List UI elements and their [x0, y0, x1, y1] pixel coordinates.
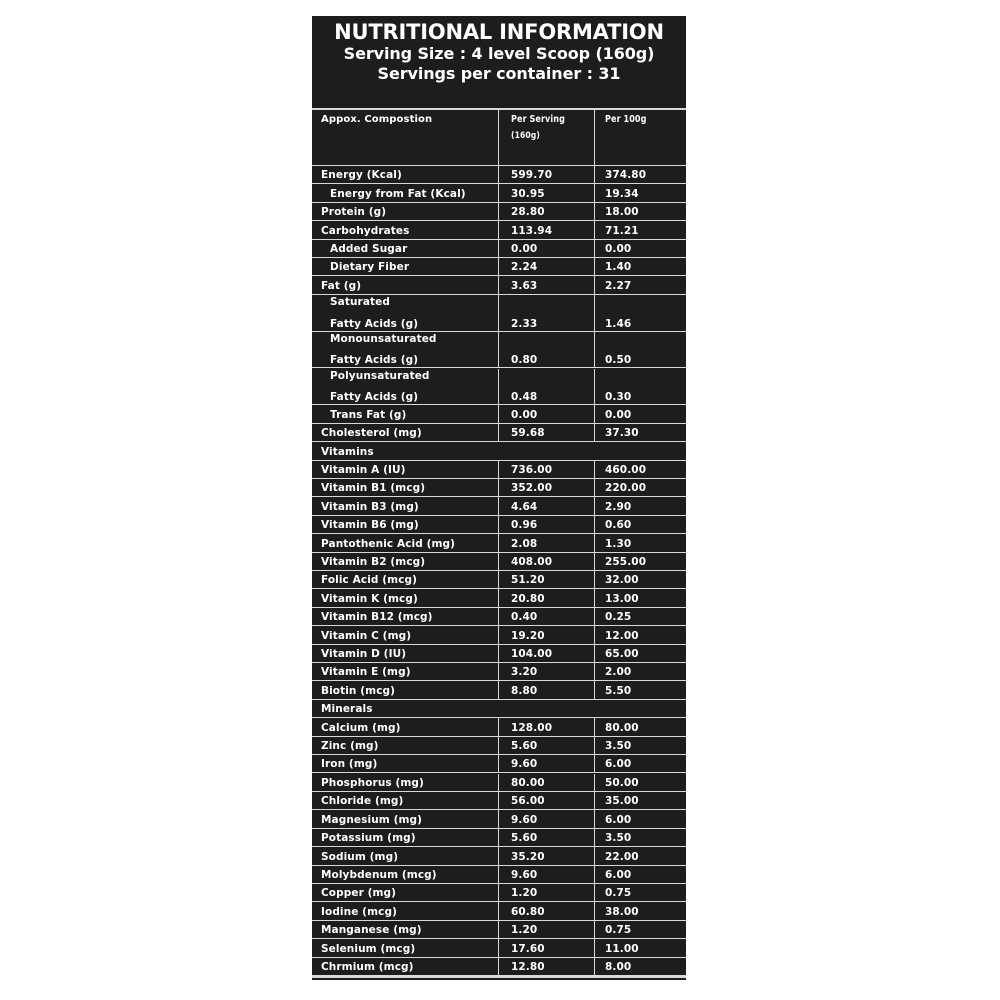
per-serving-cell [498, 221, 594, 238]
nutrient-name: Vitamin D (IU) [321, 648, 407, 661]
panel-header [312, 20, 686, 84]
nutrient-name: Chrmium (mcg) [321, 960, 414, 973]
nutrient-cell [312, 553, 498, 570]
per-serving-value: 17.60 [511, 942, 545, 955]
table-header-row [312, 110, 686, 166]
per-serving-cell [498, 295, 594, 331]
table-row [312, 479, 686, 497]
per-serving-cell [498, 258, 594, 275]
per-serving-value: 60.80 [511, 905, 545, 918]
table-row [312, 902, 686, 920]
table-row [312, 958, 686, 976]
per-serving-cell [498, 958, 594, 975]
per-serving-cell [498, 884, 594, 901]
per-serving-cell [498, 240, 594, 257]
table-row [312, 240, 686, 258]
per-serving-value: 0.80 [511, 354, 538, 367]
per-100g-cell [594, 184, 686, 201]
per-100g-value: 1.40 [605, 261, 632, 274]
per-serving-value: 5.60 [511, 740, 538, 753]
header-cell-per-100g [594, 110, 686, 165]
per-serving-cell [498, 921, 594, 938]
nutrient-name-line2: Fatty Acids (g) [330, 391, 419, 404]
nutrient-cell [312, 866, 498, 883]
per-100g-value: 3.50 [605, 740, 632, 753]
per-serving-cell [498, 737, 594, 754]
per-100g-cell [594, 958, 686, 975]
table-row [312, 571, 686, 589]
per-100g-value: 2.90 [605, 500, 632, 513]
nutrient-name: Vitamin B3 (mg) [321, 500, 419, 513]
per-100g-cell [594, 921, 686, 938]
table-row [312, 921, 686, 939]
per-100g-value: 5.50 [605, 684, 632, 697]
per-serving-cell [498, 203, 594, 220]
nutrient-cell [312, 369, 498, 405]
section-row [312, 442, 686, 460]
table-row [312, 774, 686, 792]
per-100g-cell [594, 534, 686, 551]
per-100g-cell [594, 681, 686, 698]
per-serving-cell [498, 847, 594, 864]
per-serving-cell [498, 810, 594, 827]
nutrient-cell [312, 829, 498, 846]
per-100g-value: 2.27 [605, 279, 632, 292]
per-100g-value: 18.00 [605, 206, 639, 219]
nutrient-name: Monounsaturated [330, 332, 437, 345]
nutrient-name: Vitamin C (mg) [321, 629, 412, 642]
per-100g-cell [594, 221, 686, 238]
per-100g-cell [594, 166, 686, 183]
nutrient-cell [312, 571, 498, 588]
per-100g-value: 0.00 [605, 408, 632, 421]
per-100g-value: 19.34 [605, 187, 639, 200]
per-serving-value: 80.00 [511, 776, 545, 789]
per-serving-cell [498, 516, 594, 533]
nutrient-cell [312, 608, 498, 625]
table-row [312, 884, 686, 902]
nutrient-name-line2: Fatty Acids (g) [330, 354, 419, 367]
per-serving-cell [498, 479, 594, 496]
table-row [312, 718, 686, 736]
nutrient-cell [312, 240, 498, 257]
per-serving-cell [498, 626, 594, 643]
header-cell-nutrient [312, 110, 498, 165]
nutrient-name: Vitamin K (mcg) [321, 592, 418, 605]
nutrient-cell [312, 958, 498, 975]
nutrient-name: Vitamin E (mg) [321, 666, 411, 679]
per-serving-value: 8.80 [511, 684, 538, 697]
per-serving-value: 35.20 [511, 850, 545, 863]
per-100g-value: 460.00 [605, 463, 647, 476]
per-100g-value: 71.21 [605, 224, 639, 237]
table-row [312, 516, 686, 534]
per-serving-value: 4.64 [511, 500, 538, 513]
per-serving-value: 599.70 [511, 169, 553, 182]
per-100g-value: 38.00 [605, 905, 639, 918]
per-100g-value: 0.50 [605, 354, 632, 367]
nutrient-name: Protein (g) [321, 206, 387, 219]
nutrient-cell [312, 663, 498, 680]
per-serving-value: 5.60 [511, 832, 538, 845]
nutrient-cell [312, 737, 498, 754]
per-100g-cell [594, 479, 686, 496]
per-100g-cell [594, 847, 686, 864]
per-100g-cell [594, 461, 686, 478]
per-100g-cell [594, 553, 686, 570]
table-row [312, 497, 686, 515]
nutrient-name: Cholesterol (mg) [321, 427, 422, 440]
header-nutrient-label: Appox. Compostion [321, 114, 433, 125]
per-serving-value: 9.60 [511, 758, 538, 771]
per-100g-cell [594, 295, 686, 331]
nutrient-name: Iron (mg) [321, 758, 378, 771]
nutrient-cell [312, 534, 498, 551]
table-row [312, 866, 686, 884]
per-serving-cell [498, 829, 594, 846]
nutrient-name: Polyunsaturated [330, 369, 430, 382]
per-serving-cell [498, 405, 594, 422]
table-row [312, 829, 686, 847]
nutrition-table [312, 108, 686, 978]
table-row [312, 184, 686, 202]
nutrient-cell [312, 424, 498, 441]
per-100g-cell [594, 516, 686, 533]
per-100g-value: 50.00 [605, 776, 639, 789]
section-label: Minerals [321, 703, 373, 716]
nutrient-cell [312, 203, 498, 220]
nutrient-name: Sodium (mg) [321, 850, 399, 863]
nutrient-name: Potassium (mg) [321, 832, 416, 845]
table-row [312, 810, 686, 828]
nutrient-name: Phosphorus (mg) [321, 776, 424, 789]
per-serving-cell [498, 497, 594, 514]
per-serving-value: 20.80 [511, 592, 545, 605]
per-100g-value: 374.80 [605, 169, 647, 182]
per-100g-cell [594, 332, 686, 368]
table-row [312, 276, 686, 294]
table-row [312, 626, 686, 644]
nutrient-cell [312, 847, 498, 864]
per-serving-value: 3.20 [511, 666, 538, 679]
section-label: Vitamins [321, 445, 374, 458]
per-serving-cell [498, 718, 594, 735]
per-serving-value: 0.40 [511, 611, 538, 624]
per-serving-cell [498, 902, 594, 919]
nutrient-cell [312, 774, 498, 791]
per-100g-cell [594, 589, 686, 606]
per-100g-value: 0.75 [605, 924, 632, 937]
table-row [312, 166, 686, 184]
nutrient-cell [312, 221, 498, 238]
nutrient-cell [312, 461, 498, 478]
per-100g-cell [594, 645, 686, 662]
nutrient-name: Zinc (mg) [321, 740, 379, 753]
nutrient-name: Vitamin A (IU) [321, 463, 406, 476]
table-row [312, 258, 686, 276]
table-row [312, 461, 686, 479]
per-100g-cell [594, 276, 686, 293]
per-100g-cell [594, 405, 686, 422]
per-serving-cell [498, 424, 594, 441]
per-serving-value: 0.48 [511, 391, 538, 404]
nutrition-panel [312, 16, 686, 980]
per-serving-value: 1.20 [511, 887, 538, 900]
per-serving-value: 0.00 [511, 408, 538, 421]
nutrient-cell [312, 516, 498, 533]
per-serving-cell [498, 755, 594, 772]
per-serving-cell [498, 645, 594, 662]
per-serving-cell [498, 774, 594, 791]
table-row [312, 221, 686, 239]
nutrient-name: Iodine (mcg) [321, 905, 397, 918]
nutrient-cell [312, 810, 498, 827]
header-cell-per-serving [498, 110, 594, 165]
nutrient-name: Energy from Fat (Kcal) [330, 187, 466, 200]
nutrient-cell [312, 276, 498, 293]
per-serving-cell [498, 571, 594, 588]
per-serving-value: 2.33 [511, 317, 538, 330]
per-serving-value: 30.95 [511, 187, 545, 200]
per-100g-value: 0.00 [605, 243, 632, 256]
per-100g-value: 255.00 [605, 555, 647, 568]
per-100g-value: 6.00 [605, 758, 632, 771]
per-100g-value: 35.00 [605, 795, 639, 808]
per-100g-value: 37.30 [605, 427, 639, 440]
nutrient-cell [312, 700, 686, 717]
nutrient-cell [312, 295, 498, 331]
per-serving-value: 104.00 [511, 648, 553, 661]
per-serving-value: 408.00 [511, 555, 553, 568]
nutrient-name-line2: Fatty Acids (g) [330, 317, 419, 330]
section-row [312, 700, 686, 718]
nutrient-name: Magnesium (mg) [321, 813, 423, 826]
header-per-serving-unit: (160g) [511, 131, 540, 141]
per-100g-value: 6.00 [605, 813, 632, 826]
per-100g-value: 12.00 [605, 629, 639, 642]
per-100g-value: 13.00 [605, 592, 639, 605]
table-row [312, 332, 686, 369]
table-row [312, 369, 686, 406]
per-serving-value: 56.00 [511, 795, 545, 808]
table-row [312, 645, 686, 663]
per-100g-cell [594, 755, 686, 772]
nutrient-cell [312, 792, 498, 809]
nutrient-name: Vitamin B2 (mcg) [321, 555, 426, 568]
per-100g-cell [594, 626, 686, 643]
per-serving-cell [498, 276, 594, 293]
per-serving-cell [498, 534, 594, 551]
nutrient-cell [312, 479, 498, 496]
nutrient-cell [312, 681, 498, 698]
per-100g-cell [594, 203, 686, 220]
per-serving-cell [498, 461, 594, 478]
per-serving-value: 0.00 [511, 243, 538, 256]
per-serving-value: 59.68 [511, 427, 545, 440]
per-serving-cell [498, 681, 594, 698]
per-serving-cell [498, 608, 594, 625]
per-serving-cell [498, 589, 594, 606]
per-100g-value: 0.30 [605, 391, 632, 404]
per-100g-value: 0.60 [605, 519, 632, 532]
table-row [312, 203, 686, 221]
per-100g-cell [594, 774, 686, 791]
serving-size: Serving Size : 4 level Scoop (160g) [343, 44, 655, 63]
per-100g-cell [594, 902, 686, 919]
nutrient-name: Added Sugar [330, 243, 408, 256]
per-100g-cell [594, 939, 686, 956]
per-serving-value: 736.00 [511, 463, 553, 476]
nutrient-cell [312, 884, 498, 901]
table-row [312, 755, 686, 773]
per-serving-cell [498, 184, 594, 201]
nutrient-cell [312, 332, 498, 368]
nutrient-name: Manganese (mg) [321, 924, 422, 937]
per-serving-value: 128.00 [511, 721, 553, 734]
per-100g-value: 32.00 [605, 574, 639, 587]
nutrient-cell [312, 405, 498, 422]
per-serving-value: 2.24 [511, 261, 538, 274]
per-100g-value: 11.00 [605, 942, 639, 955]
nutrient-name: Trans Fat (g) [330, 408, 407, 421]
per-100g-value: 8.00 [605, 960, 632, 973]
table-row [312, 589, 686, 607]
nutrient-name: Vitamin B1 (mcg) [321, 482, 426, 495]
per-100g-cell [594, 497, 686, 514]
per-100g-cell [594, 866, 686, 883]
table-row [312, 681, 686, 699]
per-100g-cell [594, 829, 686, 846]
per-100g-cell [594, 737, 686, 754]
nutrient-cell [312, 258, 498, 275]
per-100g-cell [594, 884, 686, 901]
per-serving-value: 9.60 [511, 813, 538, 826]
table-row [312, 939, 686, 957]
per-serving-cell [498, 663, 594, 680]
per-100g-value: 220.00 [605, 482, 647, 495]
per-100g-value: 1.46 [605, 317, 632, 330]
nutrient-cell [312, 626, 498, 643]
nutrient-cell [312, 589, 498, 606]
per-serving-value: 1.20 [511, 924, 538, 937]
table-row [312, 608, 686, 626]
nutrient-name: Vitamin B12 (mcg) [321, 611, 433, 624]
per-serving-cell [498, 866, 594, 883]
per-serving-value: 51.20 [511, 574, 545, 587]
per-100g-cell [594, 240, 686, 257]
table-row [312, 295, 686, 332]
per-serving-cell [498, 792, 594, 809]
nutrient-cell [312, 939, 498, 956]
nutrient-cell [312, 921, 498, 938]
table-row [312, 737, 686, 755]
nutrient-name: Chloride (mg) [321, 795, 404, 808]
nutrient-cell [312, 166, 498, 183]
panel-title: NUTRITIONAL INFORMATION [334, 20, 664, 44]
per-100g-cell [594, 718, 686, 735]
table-row [312, 663, 686, 681]
per-serving-value: 3.63 [511, 279, 538, 292]
nutrient-name: Biotin (mcg) [321, 684, 396, 697]
nutrient-name: Selenium (mcg) [321, 942, 416, 955]
nutrient-name: Carbohydrates [321, 224, 410, 237]
nutrient-name: Copper (mg) [321, 887, 397, 900]
per-serving-value: 19.20 [511, 629, 545, 642]
table-row [312, 534, 686, 552]
servings-per-container: Servings per container : 31 [377, 64, 621, 83]
per-serving-value: 113.94 [511, 224, 553, 237]
per-serving-value: 28.80 [511, 206, 545, 219]
nutrient-name: Saturated [330, 295, 390, 308]
header-per-serving-label: Per Serving [511, 114, 565, 125]
per-serving-cell [498, 166, 594, 183]
per-serving-cell [498, 553, 594, 570]
per-100g-value: 0.25 [605, 611, 632, 624]
nutrient-name: Calcium (mg) [321, 721, 401, 734]
table-row [312, 553, 686, 571]
per-100g-value: 80.00 [605, 721, 639, 734]
header-per-100g-label: Per 100g [605, 114, 647, 125]
per-100g-cell [594, 608, 686, 625]
per-serving-value: 12.80 [511, 960, 545, 973]
per-serving-value: 0.96 [511, 519, 538, 532]
per-100g-value: 0.75 [605, 887, 632, 900]
per-100g-cell [594, 258, 686, 275]
nutrient-name: Energy (Kcal) [321, 169, 402, 182]
nutrient-name: Fat (g) [321, 279, 362, 292]
per-serving-cell [498, 939, 594, 956]
per-100g-cell [594, 424, 686, 441]
table-row [312, 405, 686, 423]
table-row [312, 792, 686, 810]
per-100g-value: 2.00 [605, 666, 632, 679]
nutrient-name: Folic Acid (mcg) [321, 574, 418, 587]
per-100g-cell [594, 810, 686, 827]
table-row [312, 847, 686, 865]
per-100g-value: 6.00 [605, 868, 632, 881]
nutrient-cell [312, 755, 498, 772]
nutrient-cell [312, 497, 498, 514]
per-100g-value: 3.50 [605, 832, 632, 845]
nutrient-cell [312, 902, 498, 919]
per-serving-cell [498, 332, 594, 368]
nutrient-name: Dietary Fiber [330, 261, 410, 274]
per-100g-cell [594, 369, 686, 405]
nutrient-cell [312, 645, 498, 662]
nutrient-cell [312, 442, 686, 459]
per-100g-value: 65.00 [605, 648, 639, 661]
per-serving-value: 352.00 [511, 482, 553, 495]
nutrient-name: Vitamin B6 (mg) [321, 519, 419, 532]
per-100g-value: 1.30 [605, 537, 632, 550]
nutrient-cell [312, 718, 498, 735]
nutrient-name: Pantothenic Acid (mg) [321, 537, 456, 550]
nutrient-cell [312, 184, 498, 201]
per-100g-cell [594, 663, 686, 680]
per-100g-cell [594, 792, 686, 809]
table-row [312, 424, 686, 442]
per-serving-value: 9.60 [511, 868, 538, 881]
per-serving-value: 2.08 [511, 537, 538, 550]
nutrient-name: Molybdenum (mcg) [321, 868, 437, 881]
per-100g-value: 22.00 [605, 850, 639, 863]
per-serving-cell [498, 369, 594, 405]
per-100g-cell [594, 571, 686, 588]
